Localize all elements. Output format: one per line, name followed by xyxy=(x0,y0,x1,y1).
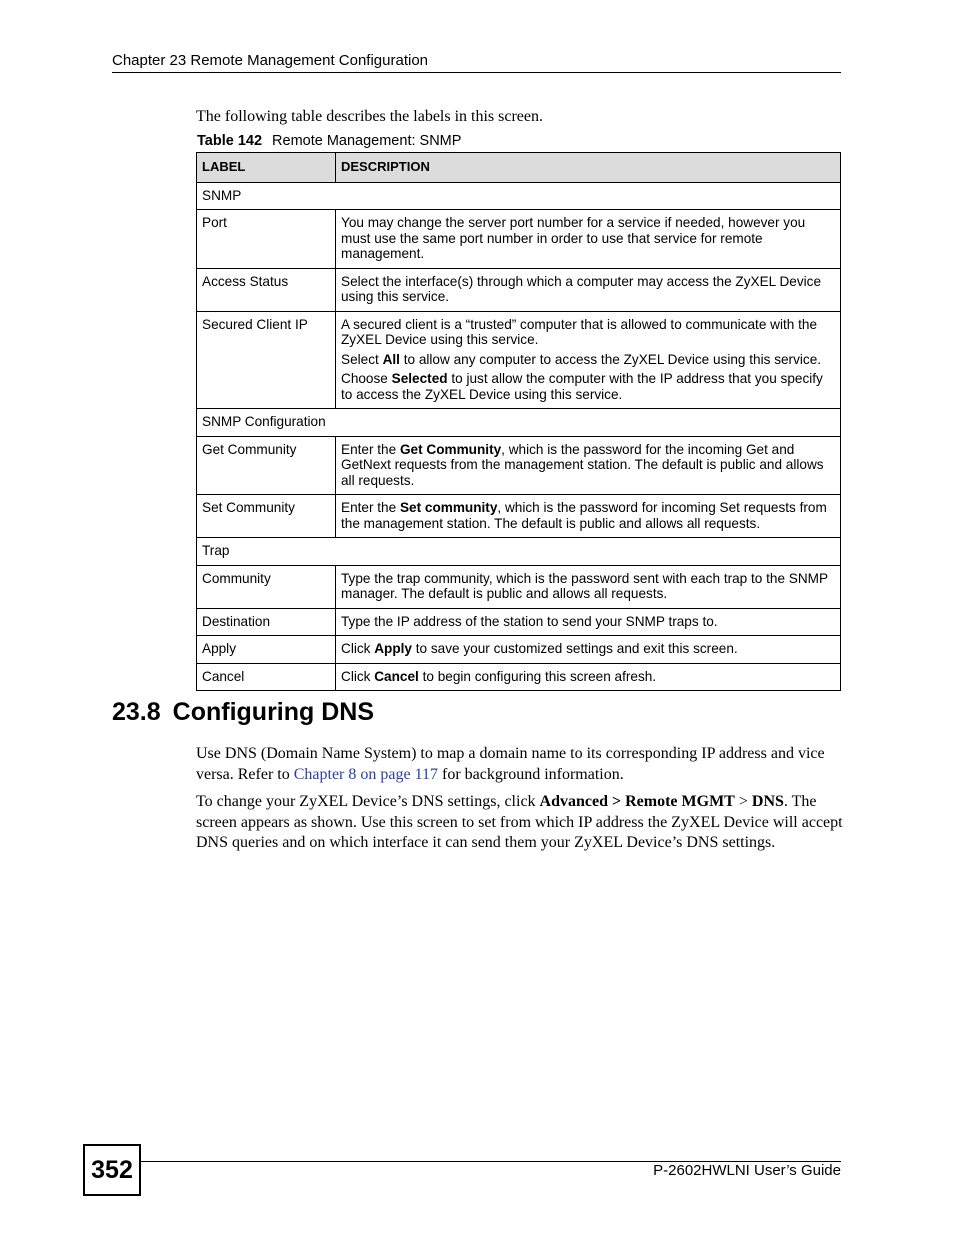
chapter-link[interactable]: Chapter 8 on page 117 xyxy=(293,765,438,783)
table-row xyxy=(197,436,841,495)
row-label: Cancel xyxy=(197,663,336,691)
table-row xyxy=(197,636,841,664)
description-paragraph: Enter the Get Community, which is the password for the incoming Get and GetNext requests from the management station. The default is public and allows all requests. xyxy=(341,441,824,488)
section-title: Configuring DNS xyxy=(172,698,375,726)
paragraph-1 xyxy=(196,744,844,785)
header-label: LABEL xyxy=(197,153,336,183)
table-section-row xyxy=(197,182,841,210)
row-label: Destination xyxy=(197,608,336,636)
table-title: Remote Management: SNMP xyxy=(272,133,462,149)
section-label: Trap xyxy=(197,538,841,566)
menu-path: Advanced > Remote MGMT xyxy=(539,793,735,810)
header-rule xyxy=(112,72,841,73)
table-row xyxy=(197,210,841,269)
running-header: Chapter 23 Remote Management Configuration xyxy=(112,52,429,69)
guide-title: P-2602HWLNI User’s Guide xyxy=(653,1162,841,1179)
row-description xyxy=(336,268,841,311)
row-description xyxy=(336,608,841,636)
row-label: Secured Client IP xyxy=(197,311,336,409)
section-heading xyxy=(112,698,374,727)
row-description xyxy=(336,210,841,269)
row-description xyxy=(336,436,841,495)
snmp-table xyxy=(196,152,841,691)
row-label: Port xyxy=(197,210,336,269)
row-label: Apply xyxy=(197,636,336,664)
description-paragraph: Click Apply to save your customized settings and exit this screen. xyxy=(341,641,738,656)
table-section-row xyxy=(197,538,841,566)
section-number: 23.8 xyxy=(112,698,161,726)
table-section-row xyxy=(197,409,841,437)
description-paragraph: Type the IP address of the station to send your SNMP traps to. xyxy=(341,613,718,629)
row-description xyxy=(336,311,841,409)
row-description xyxy=(336,636,841,664)
table-caption xyxy=(197,133,461,149)
page-number: 352 xyxy=(83,1144,141,1196)
description-paragraph: A secured client is a “trusted” computer that is allowed to communicate with the ZyXEL Device using this service. xyxy=(341,316,817,347)
description-paragraph: Type the trap community, which is the password sent with each trap to the SNMP manager. The default is public and allows all requests. xyxy=(341,570,828,601)
paragraph-text: . The screen appears as shown. Use this screen to set from which IP address the ZyXEL Device will accept DNS queries and on which interface it can send them your ZyXEL Device’s DNS settings. xyxy=(196,793,843,851)
row-description xyxy=(336,565,841,608)
description-paragraph: Select the interface(s) through which a computer may access the ZyXEL Device using this service. xyxy=(341,273,822,304)
description-paragraph: Enter the Set community, which is the password for incoming Set requests from the management station. The default is public and allows all requests. xyxy=(341,500,827,531)
row-label: Access Status xyxy=(197,268,336,311)
table-row xyxy=(197,608,841,636)
description-paragraph: You may change the server port number for a service if needed, however you must use the same port number in order to use that service for remote management. xyxy=(341,215,806,261)
paragraph-2 xyxy=(196,792,844,854)
header-description: DESCRIPTION xyxy=(336,153,841,183)
section-label: SNMP Configuration xyxy=(197,409,841,437)
table-body xyxy=(197,182,841,691)
table-header-row xyxy=(197,153,841,183)
description-paragraph: Select All to allow any computer to access the ZyXEL Device using this service. xyxy=(341,351,822,367)
table-row xyxy=(197,663,841,691)
row-description xyxy=(336,495,841,538)
table-row xyxy=(197,495,841,538)
paragraph-text: Use DNS (Domain Name System) to map a domain name to its corresponding IP address and vice versa. Refer to xyxy=(196,745,825,783)
table-row xyxy=(197,268,841,311)
row-label: Community xyxy=(197,565,336,608)
menu-path: DNS xyxy=(751,793,784,810)
intro-text: The following table describes the labels in this screen. xyxy=(196,108,544,125)
description-paragraph: Click Cancel to begin configuring this screen afresh. xyxy=(341,668,657,684)
row-description xyxy=(336,663,841,691)
table-number: Table 142 xyxy=(197,133,263,149)
row-label: Get Community xyxy=(197,436,336,495)
paragraph-text: for background information. xyxy=(438,765,624,783)
table-row xyxy=(197,565,841,608)
section-label: SNMP xyxy=(197,182,841,210)
paragraph-text: > xyxy=(734,793,752,810)
paragraph-text: To change your ZyXEL Device’s DNS settings, click xyxy=(196,793,540,810)
row-label: Set Community xyxy=(197,495,336,538)
description-paragraph: Choose Selected to just allow the computer with the IP address that you specify to access the ZyXEL Device using this service. xyxy=(341,371,823,402)
table-row xyxy=(197,311,841,409)
